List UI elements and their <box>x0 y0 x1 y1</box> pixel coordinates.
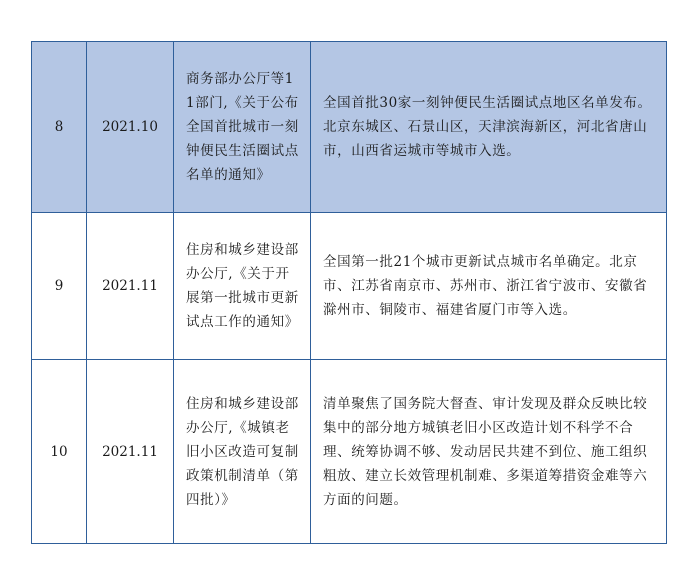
row-document: 住房和城乡建设部办公厅,《城镇老旧小区改造可复制政策机制清单（第四批）》 <box>174 360 311 544</box>
policy-table <box>31 41 667 544</box>
row-date: 2021.11 <box>87 360 174 544</box>
row-number: 10 <box>32 360 87 544</box>
row-document: 商务部办公厅等11部门,《关于公布全国首批城市一刻钟便民生活圈试点名单的通知》 <box>174 42 311 213</box>
row-summary: 清单聚焦了国务院大督查、审计发现及群众反映比较集中的部分地方城镇老旧小区改造计划不科学不合理、统筹协调不够、发动居民共建不到位、施工组织粗放、建立长效管理机制难、多渠道筹措资金难等六方面的问题。 <box>311 360 667 544</box>
table-row <box>32 213 667 360</box>
row-summary: 全国第一批21个城市更新试点城市名单确定。北京市、江苏省南京市、苏州市、浙江省宁波市、安徽省滁州市、铜陵市、福建省厦门市等入选。 <box>311 213 667 360</box>
row-date: 2021.11 <box>87 213 174 360</box>
row-date: 2021.10 <box>87 42 174 213</box>
table-row <box>32 42 667 213</box>
row-number: 9 <box>32 213 87 360</box>
row-document: 住房和城乡建设部办公厅,《关于开展第一批城市更新试点工作的通知》 <box>174 213 311 360</box>
row-number: 8 <box>32 42 87 213</box>
row-summary: 全国首批30家一刻钟便民生活圈试点地区名单发布。北京东城区、石景山区，天津滨海新区，河北省唐山市，山西省运城市等城市入选。 <box>311 42 667 213</box>
table-row <box>32 360 667 544</box>
